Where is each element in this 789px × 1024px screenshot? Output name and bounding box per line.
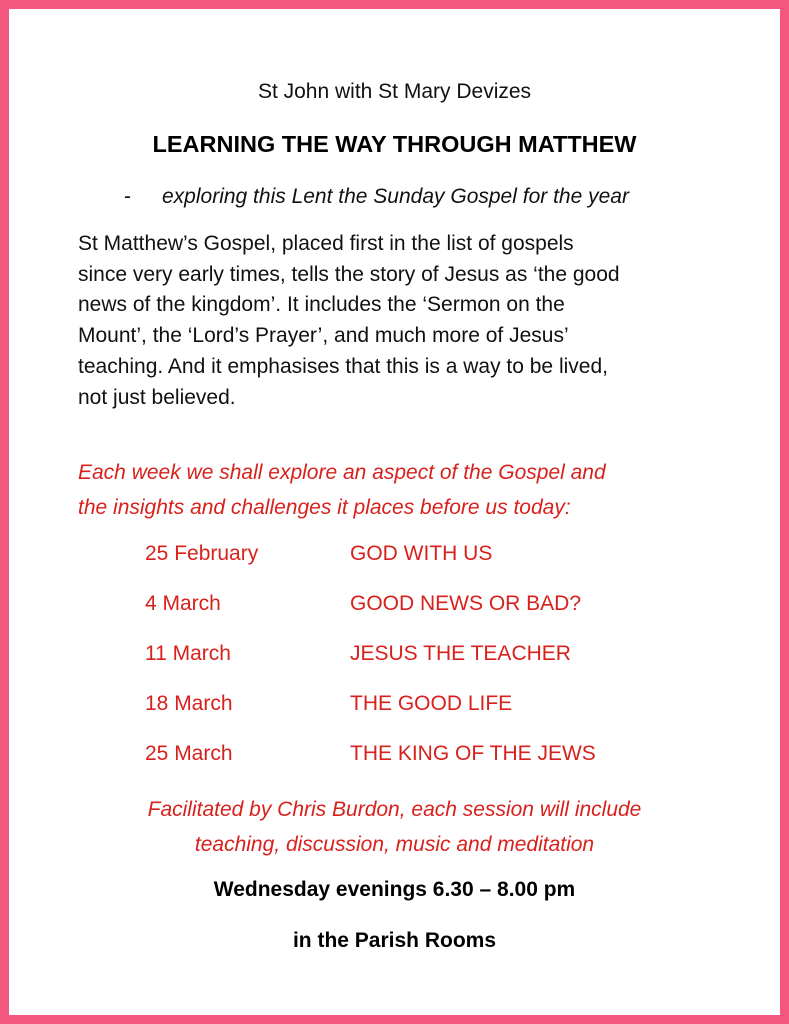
session-topic: GOOD NEWS OR BAD? <box>350 592 582 615</box>
schedule-row <box>145 642 705 692</box>
session-date: 25 March <box>145 742 233 765</box>
intro-line: not just believed. <box>78 385 236 409</box>
session-date: 25 February <box>145 542 259 565</box>
facilitator-line: Facilitated by Chris Burdon, each session will include <box>147 798 642 821</box>
schedule-row <box>145 592 705 642</box>
subtitle-bullet: - <box>124 185 131 208</box>
session-topic: THE GOOD LIFE <box>350 692 513 715</box>
facilitator-note <box>0 792 789 862</box>
session-date: 4 March <box>145 592 221 615</box>
subtitle-text: exploring this Lent the Sunday Gospel for the year <box>162 185 629 208</box>
schedule-row <box>145 542 705 592</box>
invite-line: Each week we shall explore an aspect of the Gospel and <box>78 461 606 484</box>
intro-line: news of the kingdom’. It includes the ‘Sermon on the <box>78 293 565 317</box>
intro-line: Mount’, the ‘Lord’s Prayer’, and much more of Jesus’ <box>78 324 569 348</box>
session-topic: JESUS THE TEACHER <box>350 642 571 665</box>
schedule-row <box>145 742 705 792</box>
page-title: LEARNING THE WAY THROUGH MATTHEW <box>152 131 637 157</box>
schedule-row <box>145 692 705 742</box>
intro-line: St Matthew’s Gospel, placed first in the list of gospels <box>78 232 574 255</box>
session-venue: in the Parish Rooms <box>292 929 497 952</box>
invite-line: the insights and challenges it places before us today: <box>78 496 571 519</box>
intro-paragraph <box>78 229 738 413</box>
session-topic: GOD WITH US <box>350 542 493 565</box>
session-topic: THE KING OF THE JEWS <box>350 742 596 765</box>
intro-line: since very early times, tells the story of Jesus as ‘the good <box>78 262 620 286</box>
facilitator-line: teaching, discussion, music and meditation <box>194 833 595 856</box>
weekly-invitation <box>78 455 738 525</box>
subtitle-line <box>124 185 629 209</box>
intro-line: teaching. And it emphasises that this is a way to be lived, <box>78 354 608 378</box>
session-date: 18 March <box>145 692 233 715</box>
session-time: Wednesday evenings 6.30 – 8.00 pm <box>213 878 576 901</box>
session-date: 11 March <box>145 642 231 665</box>
session-schedule <box>145 542 705 792</box>
parish-name: St John with St Mary Devizes <box>257 80 532 103</box>
